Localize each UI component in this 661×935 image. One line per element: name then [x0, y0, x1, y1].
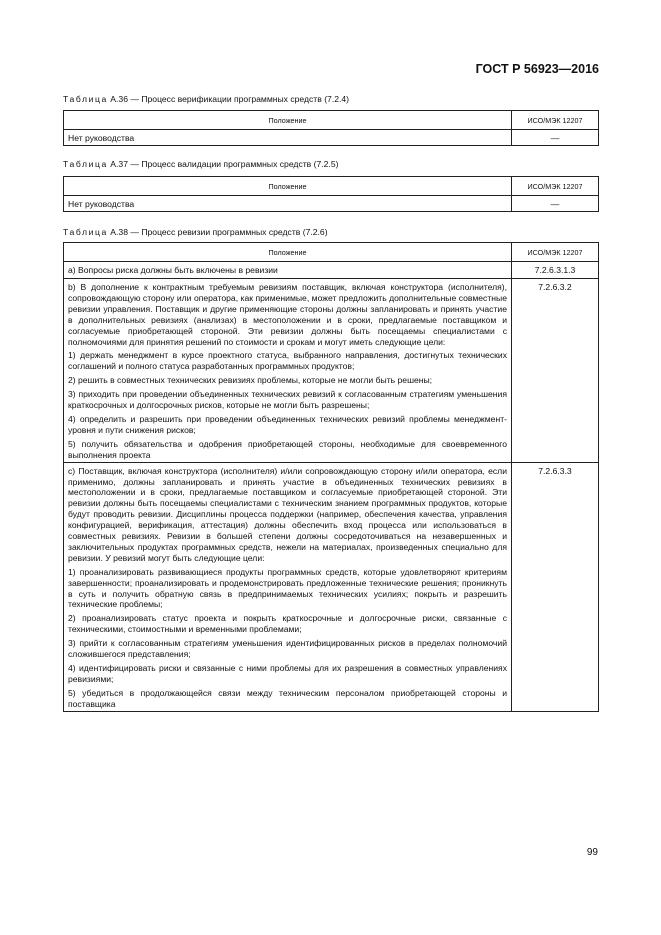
paragraph: с) Поставщик, включая конструктора (исполнителя) и/или сопровождающую сторону и/или оператора, если применимо, должны запланировать и принять участие в объединенных технических ревизиях в местоположении и в сроки, предлагаемые поставщиком и согласуемые приобретающей стороной. Эти ревизии должны быть посещаемы специалистами с техническим знанием программных продуктов, которые будут проводить ревизии. Дисциплины процесса поддержки (например, обеспечения качества, управления конфигурацией, верификация, аттестация) должны обеспечить вход процесса или использоваться в совместных ревизиях. Ревизии в большей степени должны сосредоточиваться на незавершенных и заключительных продуктах программных средств, нежели на материалах, произведенных специально для ревизии. У ревизий могут быть следующие цели: [68, 465, 507, 563]
column-header-iso-ref: ИСО/МЭК 12207 [512, 243, 599, 262]
table-header-row [64, 243, 599, 262]
column-header-iso-ref: ИСО/МЭК 12207 [512, 111, 599, 130]
table-row [64, 196, 599, 212]
paragraph: 4) определить и разрешить при проведении объединенных технических ревизий проблемы менеджмент-уровня и пути снижения рисков; [68, 413, 507, 435]
document-standard-id: ГОСТ Р 56923—2016 [475, 62, 599, 76]
table-row [64, 130, 599, 146]
paragraph: 5) получить обязательства и одобрения приобретающей стороны, необходимые для своевременного выполнения проекта [68, 438, 507, 460]
table-row [64, 462, 599, 711]
row-ref: 7.2.6.3.2 [512, 279, 599, 463]
paragraph: 5) убедиться в продолжающейся связи между техническим персоналом приобретающей стороны и поставщика [68, 687, 507, 709]
table-a37 [63, 176, 599, 212]
paragraph: 2) решить в совместных технических ревизиях проблемы, которые не могли быть решены; [68, 375, 433, 386]
row-text: Нет руководства [64, 130, 512, 146]
paragraph: 2) проанализировать статус проекта и покрыть краткосрочные и долгосрочные риски, связанные с техническими, стоимостными и временными проблемами; [68, 613, 507, 635]
paragraph: 3) прийти к согласованным стратегиям уменьшения идентифицированных рисков в пределах полномочий сложившегося представления; [68, 638, 507, 660]
table-a38-caption [63, 227, 328, 237]
table-header-row [64, 177, 599, 196]
row-ref: — [512, 196, 599, 212]
row-ref: 7.2.6.3.1.3 [512, 262, 599, 279]
row-text [64, 462, 512, 711]
table-caption-text: А.38 — Процесс ревизии программных средств (7.2.6) [107, 227, 328, 237]
paragraph: 1) проанализировать развивающиеся продукты программных средств, которые удовлетворяют критериям завершенности; проанализировать и продемонстрировать предложенные технические решения; проникнуть в суть и получить обратную связь в предпринимаемых технических усилиях; покрыть и разрешить технические проблемы; [68, 566, 507, 610]
page-number: 99 [586, 847, 598, 858]
paragraph: b) В дополнение к контрактным требуемым ревизиям поставщик, включая конструктора (исполнителя), сопровождающую сторону или оператора, как применимые, может предложить дополнительные совместные ревизии управления. Поставщик и другие применяющие стороны должны запланировать и принять участие в дополнительных ревизиях (анализах) в местоположении и в сроки, предлагаемые поставщиком и согласуемые приобретающей стороной. Эти ревизии должны быть посещаемы специалистами с полномочиями для принятия решений по стоимости и срокам и могут иметь следующие цели: [68, 282, 507, 347]
table-caption-text: А.36 — Процесс верификации программных средств (7.2.4) [107, 94, 350, 104]
paragraph: 1) держать менеджмент в курсе проектного статуса, выбранного направления, достигнутых технических соглашений и полного статуса разработанных программных продуктов; [68, 350, 507, 372]
table-row [64, 262, 599, 279]
row-text: Нет руководства [64, 196, 512, 212]
column-header-position: Положение [64, 111, 512, 130]
column-header-position: Положение [64, 243, 512, 262]
table-a36 [63, 110, 599, 146]
table-caption-prefix: Таблица [63, 94, 108, 104]
column-header-iso-ref: ИСО/МЭК 12207 [512, 177, 599, 196]
row-ref: — [512, 130, 599, 146]
table-a37-caption [63, 159, 338, 169]
row-text [64, 279, 512, 463]
row-text [64, 262, 512, 279]
table-caption-prefix: Таблица [63, 159, 108, 169]
paragraph: 3) приходить при проведении объединенных технических ревизий к согласованным стратегиям уменьшения краткосрочных и долгосрочных рисков, которые не могли быть разрешены; [68, 389, 507, 411]
paragraph: 4) идентифицировать риски и связанные с ними проблемы для их разрешения в совместных управлениях ревизиями; [68, 663, 507, 684]
table-row [64, 279, 599, 463]
column-header-position: Положение [64, 177, 512, 196]
paragraph: а) Вопросы риска должны быть включены в ревизии [68, 265, 278, 275]
table-caption-text: А.37 — Процесс валидации программных средств (7.2.5) [107, 159, 339, 169]
table-header-row [64, 111, 599, 130]
table-a36-caption [63, 94, 349, 104]
table-a38 [63, 242, 599, 712]
table-caption-prefix: Таблица [63, 227, 108, 237]
row-ref: 7.2.6.3.3 [512, 462, 599, 711]
